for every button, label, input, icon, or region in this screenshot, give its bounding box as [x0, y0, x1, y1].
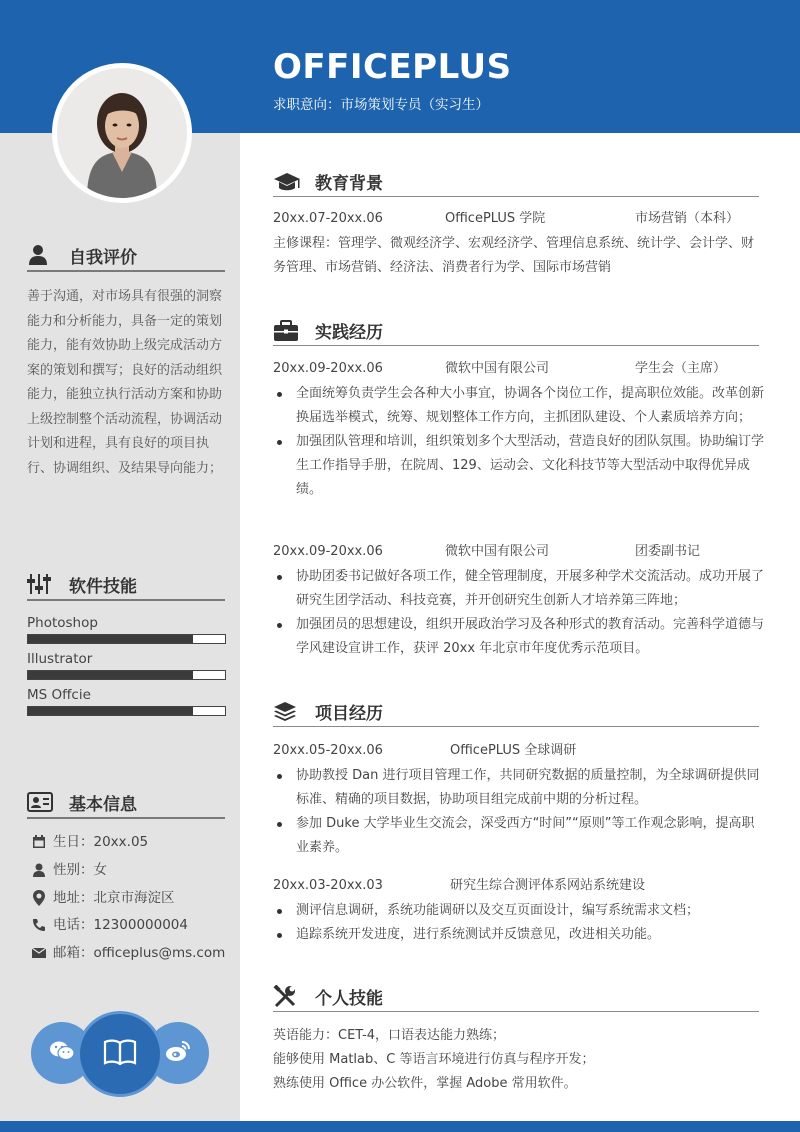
practice-period: 20xx.09-20xx.06: [273, 544, 383, 559]
project-bullet-list: [273, 899, 765, 947]
candidate-name: OFFICEPLUS: [273, 47, 512, 87]
wechat-icon: [49, 1040, 75, 1066]
info-text: 性别：女: [53, 862, 107, 878]
software-skills-title: 软件技能: [69, 576, 137, 597]
list-item: 加强团员的思想建设，组织开展政治学习及各种形式的教育活动。完善科学道德与学风建设宣讲工作，获评 20xx 年北京市年度优秀示范项目。: [273, 613, 765, 661]
job-intent: 求职意向：市场策划专员（实习生）: [273, 97, 489, 113]
skill-bar-fill: [28, 635, 193, 643]
graduation-cap-icon: [273, 170, 305, 194]
person-icon: [31, 862, 47, 878]
education-courses: 主修课程：管理学、微观经济学、宏观经济学、管理信息系统、统计学、会计学、财务管理、市场营销、经济法、消费者行为学、国际市场营销: [273, 236, 755, 275]
self-eval-paragraph: 善于沟通，对市场具有很强的洞察能力和分析能力，具备一定的策划能力，能有效协助上级完成活动方案的策划和撰写；良好的活动组织能力，能独立执行活动方案和协助上级控制整个活动流程，协调活动计划和进程，具有良好的项目执行、协调组织、及结果导向能力；: [27, 289, 223, 476]
weibo-icon: [165, 1040, 191, 1066]
list-item: 协助团委书记做好各项工作，健全管理制度，开展多种学术交流活动。成功开展了研究生团学活动、科技竞赛，并开创研究生创新人才培养第三阵地；: [273, 565, 765, 613]
practice-org: 微软中国有限公司: [445, 544, 550, 559]
sliders-icon: [27, 572, 57, 596]
info-text: 地址：北京市海淀区: [53, 890, 175, 906]
practice-bullet-list: [273, 382, 765, 502]
education-heading: [273, 167, 759, 197]
person-icon: [27, 243, 57, 267]
project-name: 研究生综合测评体系网站系统建设: [450, 878, 646, 893]
education-period: 20xx.07-20xx.06: [273, 211, 383, 226]
practice-org: 微软中国有限公司: [445, 361, 550, 376]
project-name: OfficePLUS 全球调研: [450, 743, 577, 758]
practice-period: 20xx.09-20xx.06: [273, 361, 383, 376]
skill-bar-ms-office: [27, 706, 226, 716]
education-major: 市场营销（本科）: [635, 211, 740, 226]
basic-info-heading: [27, 787, 225, 819]
education-title: 教育背景: [315, 174, 383, 194]
skill-bar-illustrator: [27, 670, 226, 680]
project-period: 20xx.03-20xx.03: [273, 878, 383, 893]
info-text: 生日：20xx.05: [53, 834, 149, 850]
projects-heading: [273, 697, 759, 727]
info-text: 电话：12300000004: [53, 917, 188, 933]
project-entry-row: [273, 877, 763, 895]
phone-icon: [31, 917, 47, 933]
list-item: 追踪系统开发进度，进行系统测试并反馈意见，改进相关功能。: [273, 923, 765, 947]
list-item: 协助教授 Dan 进行项目管理工作，共同研究数据的质量控制，为全球调研提供同标准、精确的项目数据，协助项目组完成前中期的分析过程。: [273, 764, 765, 812]
footer-bar: [0, 1121, 800, 1132]
calendar-icon: [31, 834, 47, 850]
project-bullet-list: [273, 764, 765, 860]
project-period: 20xx.05-20xx.06: [273, 743, 383, 758]
list-item: 加强团队管理和培训，组织策划多个大型活动，营造良好的团队氛围。协助编订学生工作指导手册，在院周、129、运动会、文化科技节等大型活动中取得优异成绩。: [273, 430, 765, 502]
skill-label: MS Offcie: [27, 687, 91, 703]
info-gender: [31, 861, 107, 879]
personal-skills-list: [273, 1024, 765, 1096]
book-icon: [103, 1039, 137, 1069]
skill-bar-fill: [28, 671, 193, 679]
layers-icon: [273, 700, 305, 724]
basic-info-title: 基本信息: [69, 794, 137, 815]
skill-bar-fill: [28, 707, 193, 715]
location-pin-icon: [31, 890, 47, 906]
avatar: [52, 63, 192, 203]
practice-role: 团委副书记: [635, 544, 701, 559]
portrait-image: [57, 68, 187, 198]
info-address: [31, 889, 175, 907]
projects-title: 项目经历: [315, 704, 383, 724]
blog-button[interactable]: [80, 1014, 160, 1094]
self-eval-text: [27, 285, 229, 481]
skill-bar-photoshop: [27, 634, 226, 644]
education-school: OfficePLUS 学院: [445, 211, 546, 226]
info-birthday: [31, 833, 148, 851]
info-phone: [31, 916, 188, 934]
practice-heading: [273, 316, 759, 346]
info-text: 邮箱：officeplus@ms.com: [53, 945, 226, 961]
self-eval-heading: [27, 240, 225, 272]
practice-bullet-list: [273, 565, 765, 661]
practice-entry-row: [273, 360, 763, 378]
tools-icon: [273, 985, 305, 1009]
education-row: [273, 210, 763, 228]
personal-skills-title: 个人技能: [315, 989, 383, 1009]
practice-role: 学生会（主席）: [635, 361, 727, 376]
list-item: 全面统筹负责学生会各种大小事宜，协调各个岗位工作，提高职位效能。改革创新换届选举模式，统筹、规划整体工作方向，主抓团队建设、个人素质培养方向；: [273, 382, 765, 430]
mail-icon: [31, 945, 47, 961]
briefcase-icon: [273, 319, 305, 343]
skill-label: Illustrator: [27, 651, 93, 667]
info-email: [31, 944, 225, 962]
id-card-icon: [27, 790, 57, 814]
project-entry-row: [273, 742, 763, 760]
list-item: 测评信息调研，系统功能调研以及交互页面设计，编写系统需求文档；: [273, 899, 765, 923]
skill-line: 熟练使用 Office 办公软件，掌握 Adobe 常用软件。: [273, 1076, 577, 1091]
practice-title: 实践经历: [315, 323, 383, 343]
personal-skills-heading: [273, 982, 759, 1012]
skill-line: 英语能力：CET-4，口语表达能力熟练；: [273, 1028, 506, 1043]
self-eval-title: 自我评价: [69, 247, 137, 268]
practice-entry-row: [273, 543, 763, 561]
skill-line: 能够使用 Matlab、C 等语言环境进行仿真与程序开发；: [273, 1052, 595, 1067]
list-item: 参加 Duke 大学毕业生交流会，深受西方“时间”“原则”等工作观念影响，提高职业素养。: [273, 812, 765, 860]
software-skills-heading: [27, 569, 225, 601]
skill-label: Photoshop: [27, 615, 98, 631]
